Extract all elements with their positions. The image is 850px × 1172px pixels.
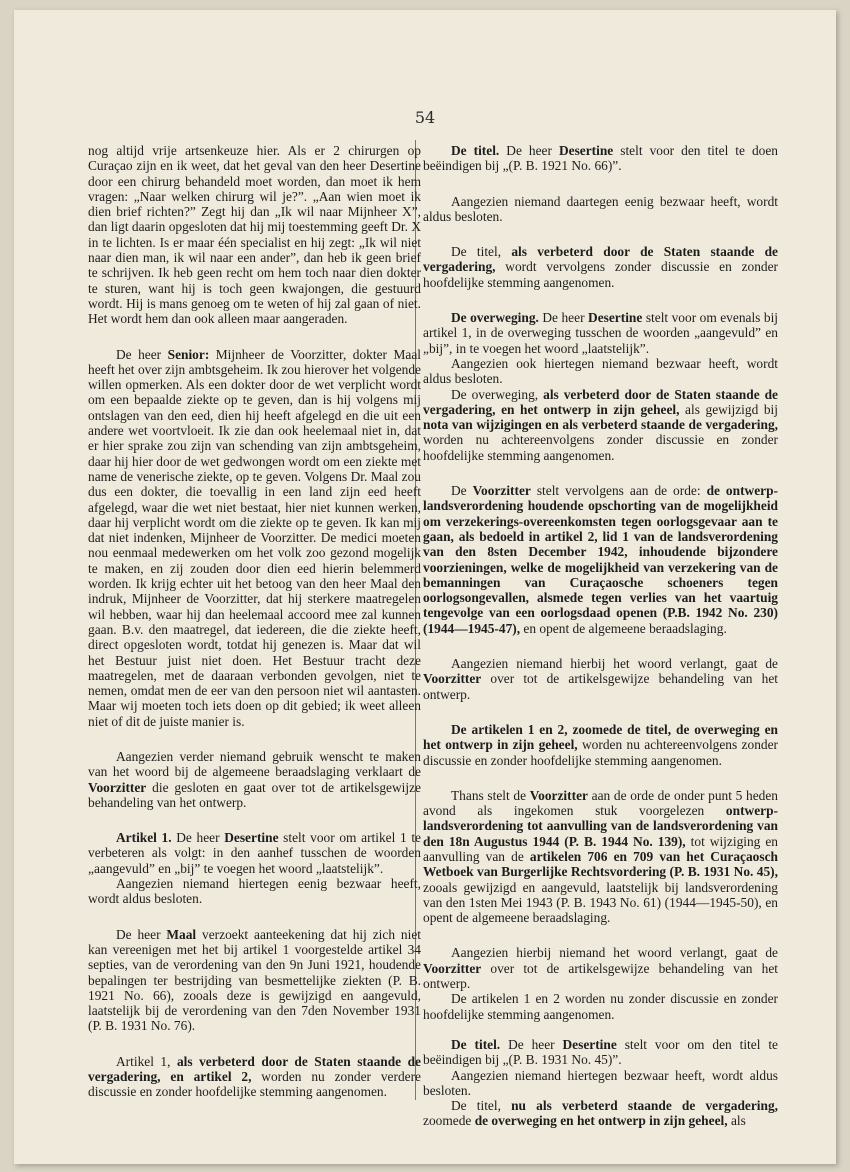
paragraph [423, 356, 778, 387]
bold-text: De titel. [451, 143, 500, 158]
text: verzoekt aanteekening dat hij zich niet kan vereenigen met het bij artikel 1 voorgestelde artikel 34 septies, van de verordening van den 9n Juni 1921, houdende bepalingen ter bestrijding van besmettelijke ziekten (P. B. 1921 No. 66), zooals deze is gewijzigd en aangevuld, laatstelijk bij de verordening van den 7den November 1931 (P. B. 1931 No. 76). [88, 926, 421, 1034]
bold-text: Voorzitter [529, 787, 588, 803]
paragraph [88, 927, 421, 1034]
text: stelt vervolgens aan de orde: [530, 483, 707, 499]
bold-text: Senior: [167, 346, 210, 362]
page-number: 54 [414, 108, 436, 127]
text: als [727, 1113, 746, 1129]
bold-text: als verbeterd door de Staten staande de vergadering, en het ontwerp in zijn geheel, [423, 386, 779, 417]
text: aan de orde de onder punt 5 heden avond als ingekomen stuk voorgelezen [423, 787, 778, 819]
text: Mijnheer de Voorzitter, dokter Maal heeft het over zijn ambtsgeheim. Ik zou hierover het volgende willen opmerken. Als een dokter door de wet verplicht wordt om een bepaalde ziekte op te geven, dan is hij volgens mij ontslagen van den eed, dien hij heeft afgelegd en die uit een andere wet voortvloeit. Ik zie dan ook heelemaal niet in, dat er hier sprake zou zijn van schending van zijn ambtsgeheim, daar hij hier door de wet gedwongen wordt om een ziekte met name de venerische ziekte, op te geven. Volgens Dr. Maal zou dus een dokter, die toevallig in een land zijn eed heeft afgelegd, waar die wet niet bestaat, hier niet kunnen werken, daar hij verplicht wordt om die ziekte op te geven. Ik kan mij dat niet indenken, Mijnheer de Voorzitter. De medici moeten nou eenmaal medewerken om het volk zoo gezond mogelijk te maken, en zij zouden door dien eed hierin belemmerd worden. Ik krijg echter uit het betoog van den heer Maal den indruk, Mijnheer de Voorzitter, dat hij sterkere maatregelen wil hebben, waar hij dan heelemaal accoord mee zal kunnen gaan. B.v. den maatregel, dat iedereen, die die ziekte heeft, direct opgesloten wordt, totdat hij genezen is. Maar dat wil het Bestuur juist niet doen. Het Bestuur tracht deze maatregelen, met de daaraan verbonden gevolgen, niet te nemen, omdat men de eer van den persoon niet wil aantasten. Maar wij moeten toch iets doen op dit gebied; ik weet alleen niet of dit de juiste manier is. [88, 346, 421, 729]
bold-text: nu als verbeterd staande de vergadering, [511, 1098, 778, 1114]
text: Aangezien niemand hiertegen bezwaar heeft, wordt aldus besloten. [423, 1067, 778, 1098]
text: De titel, [451, 244, 512, 260]
bold-text: Desertine [562, 1036, 617, 1052]
bold-text: De artikelen 1 en 2, zoomede de titel, de overweging en het ontwerp in zijn geheel, [423, 721, 778, 753]
paragraph [423, 1068, 778, 1099]
text: stelt voor om den titel te beëindigen bij „(P. B. 1931 No. 45)”. [423, 1036, 778, 1068]
paragraph [423, 244, 778, 290]
paragraph [88, 347, 421, 729]
paragraph [88, 876, 421, 907]
text: nog altijd vrije artsenkeuze hier. Als er 2 chirurgen op Curaçao zijn en ik weet, dat het geval van den heer Desertine door een chirurg behandeld moet worden, dan moet ik hem vragen: „Naar welken chirurg wil je?”. „Aan wien moet ik dien brief richten?” Zegt hij dan „Ik wil naar Mijnheer X”, dan ligt daarin opgesloten dat hij mij toestemming geeft Dr. X in te lichten. Is er maar één specialist en hij zegt: „Ik wil niet naar dien man, ik wil naar een ander”, dan heb ik geen brief te schrijven. Ik heb geen recht om hem toch naar dien dokter te sturen, want hij is toch geen kwajongen, die gestuurd wordt. Hij is mans genoeg om te weten of hij zal gaan of niet. Het wordt hem dan ook alleen maar aangeraden. [88, 143, 421, 327]
text: tot wijziging en aanvulling van de [423, 833, 779, 864]
text: als gewijzigd bij [679, 401, 778, 417]
text: over tot de artikelsgewijze behandeling van het ontwerp. [423, 960, 778, 992]
text: De titel, [451, 1098, 512, 1114]
bold-text: artikelen 706 en 709 van het Curaçaosch Wetboek van Burgerlijke Rechtsvordering (P. B. 1931 No. 45), [423, 848, 778, 880]
text: over tot de artikelsgewijze behandeling van het ontwerp. [423, 671, 778, 702]
bold-text: Voorzitter [423, 671, 482, 687]
paragraph [423, 945, 778, 991]
text: Aangezien niemand hierbij het woord verlangt, gaat de [451, 656, 778, 672]
paragraph [423, 1098, 778, 1129]
text: stelt voor om evenals bij artikel 1, in de overweging tusschen de woorden „aangevuld” en „bij”, in te voegen het woord „laatstelijk”. [423, 310, 779, 356]
text: Aangezien niemand hiertegen eenig bezwaar heeft, wordt aldus besloten. [88, 876, 421, 907]
bold-text: Desertine [558, 143, 614, 158]
bold-text: als verbeterd door de Staten staande de vergadering, [423, 244, 778, 275]
text: zoomede [423, 1113, 475, 1129]
paragraph [88, 1054, 421, 1100]
text: Thans stelt de [451, 787, 530, 803]
text: Artikel 1, [116, 1053, 177, 1069]
text: De heer [116, 926, 167, 942]
text: Aangezien hierbij niemand het woord verlangt, gaat de [451, 945, 778, 961]
bold-text: De titel. [451, 1036, 501, 1052]
paragraph [423, 483, 778, 636]
paragraph [423, 1037, 778, 1068]
bold-text: De overweging. [451, 310, 539, 326]
paragraph [423, 656, 778, 702]
text: worden nu achtereenvolgens zonder discussie en zonder hoofdelijke stemming aangenomen. [423, 737, 778, 768]
bold-text: de ontwerp-landsverordening houdende opschorting van de mogelijkheid om verzekerings-overeenkomsten tegen oorlogsgevaar aan te gaan, als bedoeld in artikel 2, lid 1 van de landsverordening van den 8sten December 1942, inhoudende bijzondere voorzieningen, welke de mogelijkheid van verzekering van de bemanningen van Curaçaosche schoeners tegen oorlogsongevallen, alsmede tegen verlies van het vaartuig tengevolge van een oorlogsdaad openen (P.B. 1942 No. 230) (1944—1945-47), [423, 483, 779, 636]
bold-text: de overweging en het ontwerp in zijn geheel, [474, 1113, 728, 1129]
text: stelt voor den titel te doen beëindigen bij „(P. B. 1921 No. 66)”. [423, 143, 778, 174]
text: die gesloten en gaat over tot de artikelsgewijze behandeling van het ontwerp. [88, 779, 421, 810]
text: worden nu zonder verdere discussie en zonder hoofdelijke stemming aangenomen. [88, 1069, 421, 1100]
text: De heer [538, 310, 589, 326]
bold-text: Artikel 1. [116, 830, 172, 846]
paragraph [423, 387, 778, 463]
bold-text: Desertine [224, 830, 279, 846]
text: Aangezien ook hiertegen niemand bezwaar heeft, wordt aldus besloten. [423, 355, 778, 387]
paragraph [88, 749, 421, 810]
text: zooals gewijzigd en aangevuld, laatstelijk bij landsverordening van den 1sten Mei 1943 (P. B. 1943 No. 61) (1944—1945-50), en opent de algemeene beraadslaging. [423, 879, 778, 926]
text: De overweging, [451, 386, 544, 402]
text: wordt vervolgens zonder discussie en zonder hoofdelijke stemming aangenomen. [423, 259, 778, 290]
text: De heer [500, 1036, 563, 1052]
bold-text: Voorzitter [423, 960, 482, 976]
text: De artikelen 1 en 2 worden nu zonder discussie en zonder hoofdelijke stemming aangenomen. [423, 991, 778, 1022]
left-column [88, 143, 421, 1100]
text: De heer [171, 830, 225, 846]
text: De heer [499, 143, 559, 158]
bold-text: Voorzitter [472, 483, 531, 499]
paragraph [423, 310, 778, 356]
paragraph [423, 722, 778, 768]
text: De [451, 483, 473, 499]
text: De heer [116, 346, 168, 362]
paragraph [423, 991, 778, 1022]
text: Aangezien niemand daartegen eenig bezwaar heeft, wordt aldus besloten. [423, 193, 778, 224]
text: worden nu achtereenvolgens zonder discussie en zonder hoofdelijke stemming aangenomen. [423, 432, 778, 463]
bold-text: als verbeterd door de Staten staande de vergadering, en artikel 2, [88, 1053, 421, 1085]
paragraph [423, 788, 778, 926]
bold-text: nota van wijzigingen en als verbeterd staande de vergadering, [423, 417, 778, 433]
bold-text: Desertine [588, 310, 643, 326]
paragraph [423, 194, 778, 225]
bold-text: ontwerp-landsverordening tot aanvulling van de landsverordening van den 18n Augustus 1944 (P. B. 1944 No. 139), [423, 803, 778, 849]
paragraph [88, 830, 421, 876]
paragraph [88, 143, 421, 327]
bold-text: Maal [166, 926, 197, 942]
right-column [423, 143, 778, 1129]
text: en opent de algemeene beraadslaging. [520, 620, 727, 636]
paragraph [423, 143, 778, 174]
text: Aangezien verder niemand gebruik wenscht te maken van het woord bij de algemeene beraadslaging verklaart de [88, 748, 421, 780]
text: stelt voor om artikel 1 te verbeteren als volgt: in den aanhef tusschen de woorden „aangevuld” en „bij” te voegen het woord „laatstelijk”. [88, 830, 421, 876]
bold-text: Voorzitter [88, 779, 147, 795]
